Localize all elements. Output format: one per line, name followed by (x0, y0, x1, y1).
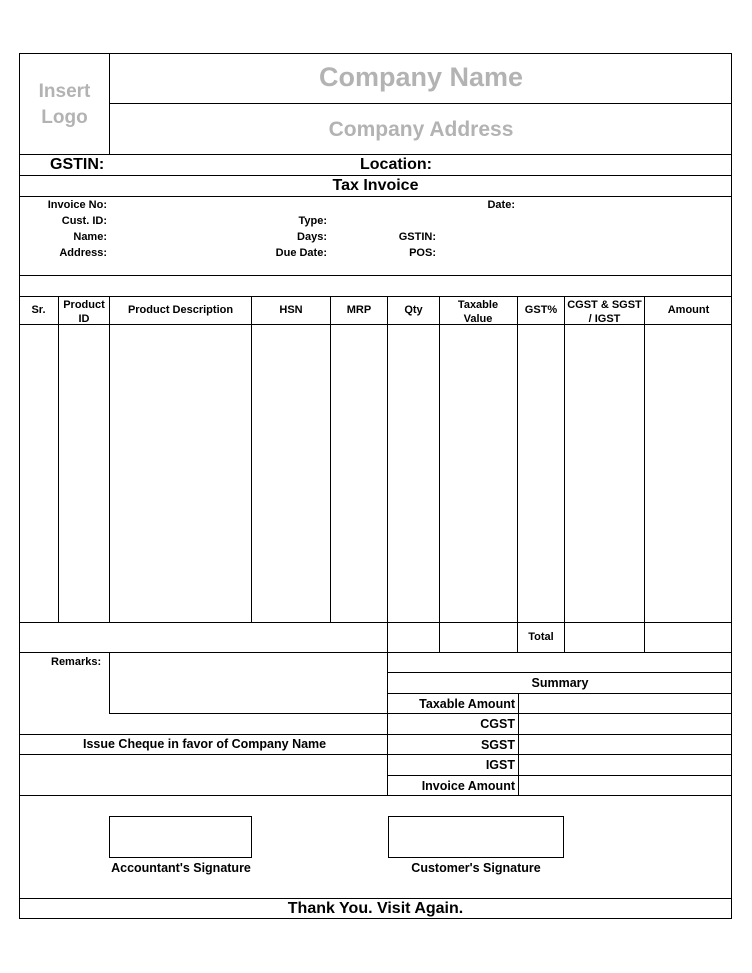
document-title: Tax Invoice (332, 177, 419, 194)
col-header-amount: Amount (667, 304, 710, 316)
gstin-row-bottom (19, 175, 732, 176)
info-bottom-line (19, 275, 732, 276)
date-label: Date: (487, 199, 515, 211)
col-header-product-id: Product ID (63, 299, 105, 325)
col-header-gst-pct: GST% (524, 304, 558, 316)
accountant-signature-box (109, 816, 252, 858)
summary-line-1 (387, 672, 732, 673)
remarks-box-bottom (109, 713, 387, 714)
customer-gstin-label: GSTIN: (398, 231, 436, 243)
header-bottom-line (19, 154, 732, 155)
col-sep-9 (644, 296, 645, 652)
name-address-divider (109, 103, 732, 104)
type-label: Type: (298, 215, 327, 227)
sgst-label: SGST (480, 738, 515, 752)
col-sep-3 (251, 296, 252, 622)
col-header-hsn: HSN (279, 304, 303, 316)
customer-signature-box (388, 816, 564, 858)
location-label: Location: (360, 156, 432, 173)
summary-line-3 (387, 713, 732, 714)
remarks-label: Remarks: (51, 656, 102, 668)
company-address: Company Address (328, 118, 514, 141)
accountant-signature-label: Accountant's Signature (111, 861, 251, 875)
days-label: Days: (297, 231, 327, 243)
col-header-cgst-sgst-igst: CGST & SGST / IGST (567, 299, 642, 325)
remarks-row-bottom (19, 734, 388, 735)
col-header-sr: Sr. (31, 304, 46, 316)
summary-line-2 (387, 693, 732, 694)
col-sep-4 (330, 296, 331, 622)
company-name: Company Name (318, 62, 524, 92)
cgst-label: CGST (480, 717, 515, 731)
igst-label: IGST (485, 758, 515, 772)
summary-section-bottom (19, 795, 732, 796)
cust-id-label: Cust. ID: (61, 215, 107, 227)
col-sep-7 (517, 296, 518, 652)
customer-signature-label: Customer's Signature (411, 861, 541, 875)
col-sep-6 (439, 296, 440, 652)
name-label: Name: (73, 231, 107, 243)
spacer-row-bottom (19, 296, 732, 297)
pos-label: POS: (409, 247, 436, 259)
signature-section-bottom (19, 898, 732, 899)
summary-left-border (387, 652, 388, 795)
col-header-mrp: MRP (346, 304, 372, 316)
gstin-label: GSTIN: (50, 156, 105, 173)
col-header-taxable-value: Taxable Value (457, 299, 499, 325)
summary-title: Summary (531, 676, 589, 690)
invoice-amount-label: Invoice Amount (421, 779, 515, 793)
table-body-bottom (19, 622, 732, 623)
taxable-amount-label: Taxable Amount (419, 697, 515, 711)
cheque-row-bottom (19, 754, 388, 755)
total-label: Total (528, 631, 554, 643)
title-row-bottom (19, 196, 732, 197)
thank-you-note: Thank You. Visit Again. (287, 900, 464, 917)
remarks-box-left (109, 652, 110, 714)
total-row-bottom (19, 652, 732, 653)
col-header-qty: Qty (404, 304, 423, 316)
summary-line-5 (387, 754, 732, 755)
address-label: Address: (59, 247, 107, 259)
logo-placeholder: Insert Logo (38, 81, 91, 128)
due-date-label: Due Date: (275, 247, 327, 259)
col-sep-5 (387, 296, 388, 652)
invoice-no-label: Invoice No: (47, 199, 107, 211)
summary-line-6 (387, 775, 732, 776)
col-sep-1 (58, 296, 59, 622)
col-sep-2 (109, 296, 110, 622)
col-sep-8 (564, 296, 565, 652)
summary-value-divider (518, 693, 519, 795)
summary-line-4 (387, 734, 732, 735)
col-header-description: Product Description (127, 304, 234, 316)
cheque-note: Issue Cheque in favor of Company Name (83, 737, 327, 751)
